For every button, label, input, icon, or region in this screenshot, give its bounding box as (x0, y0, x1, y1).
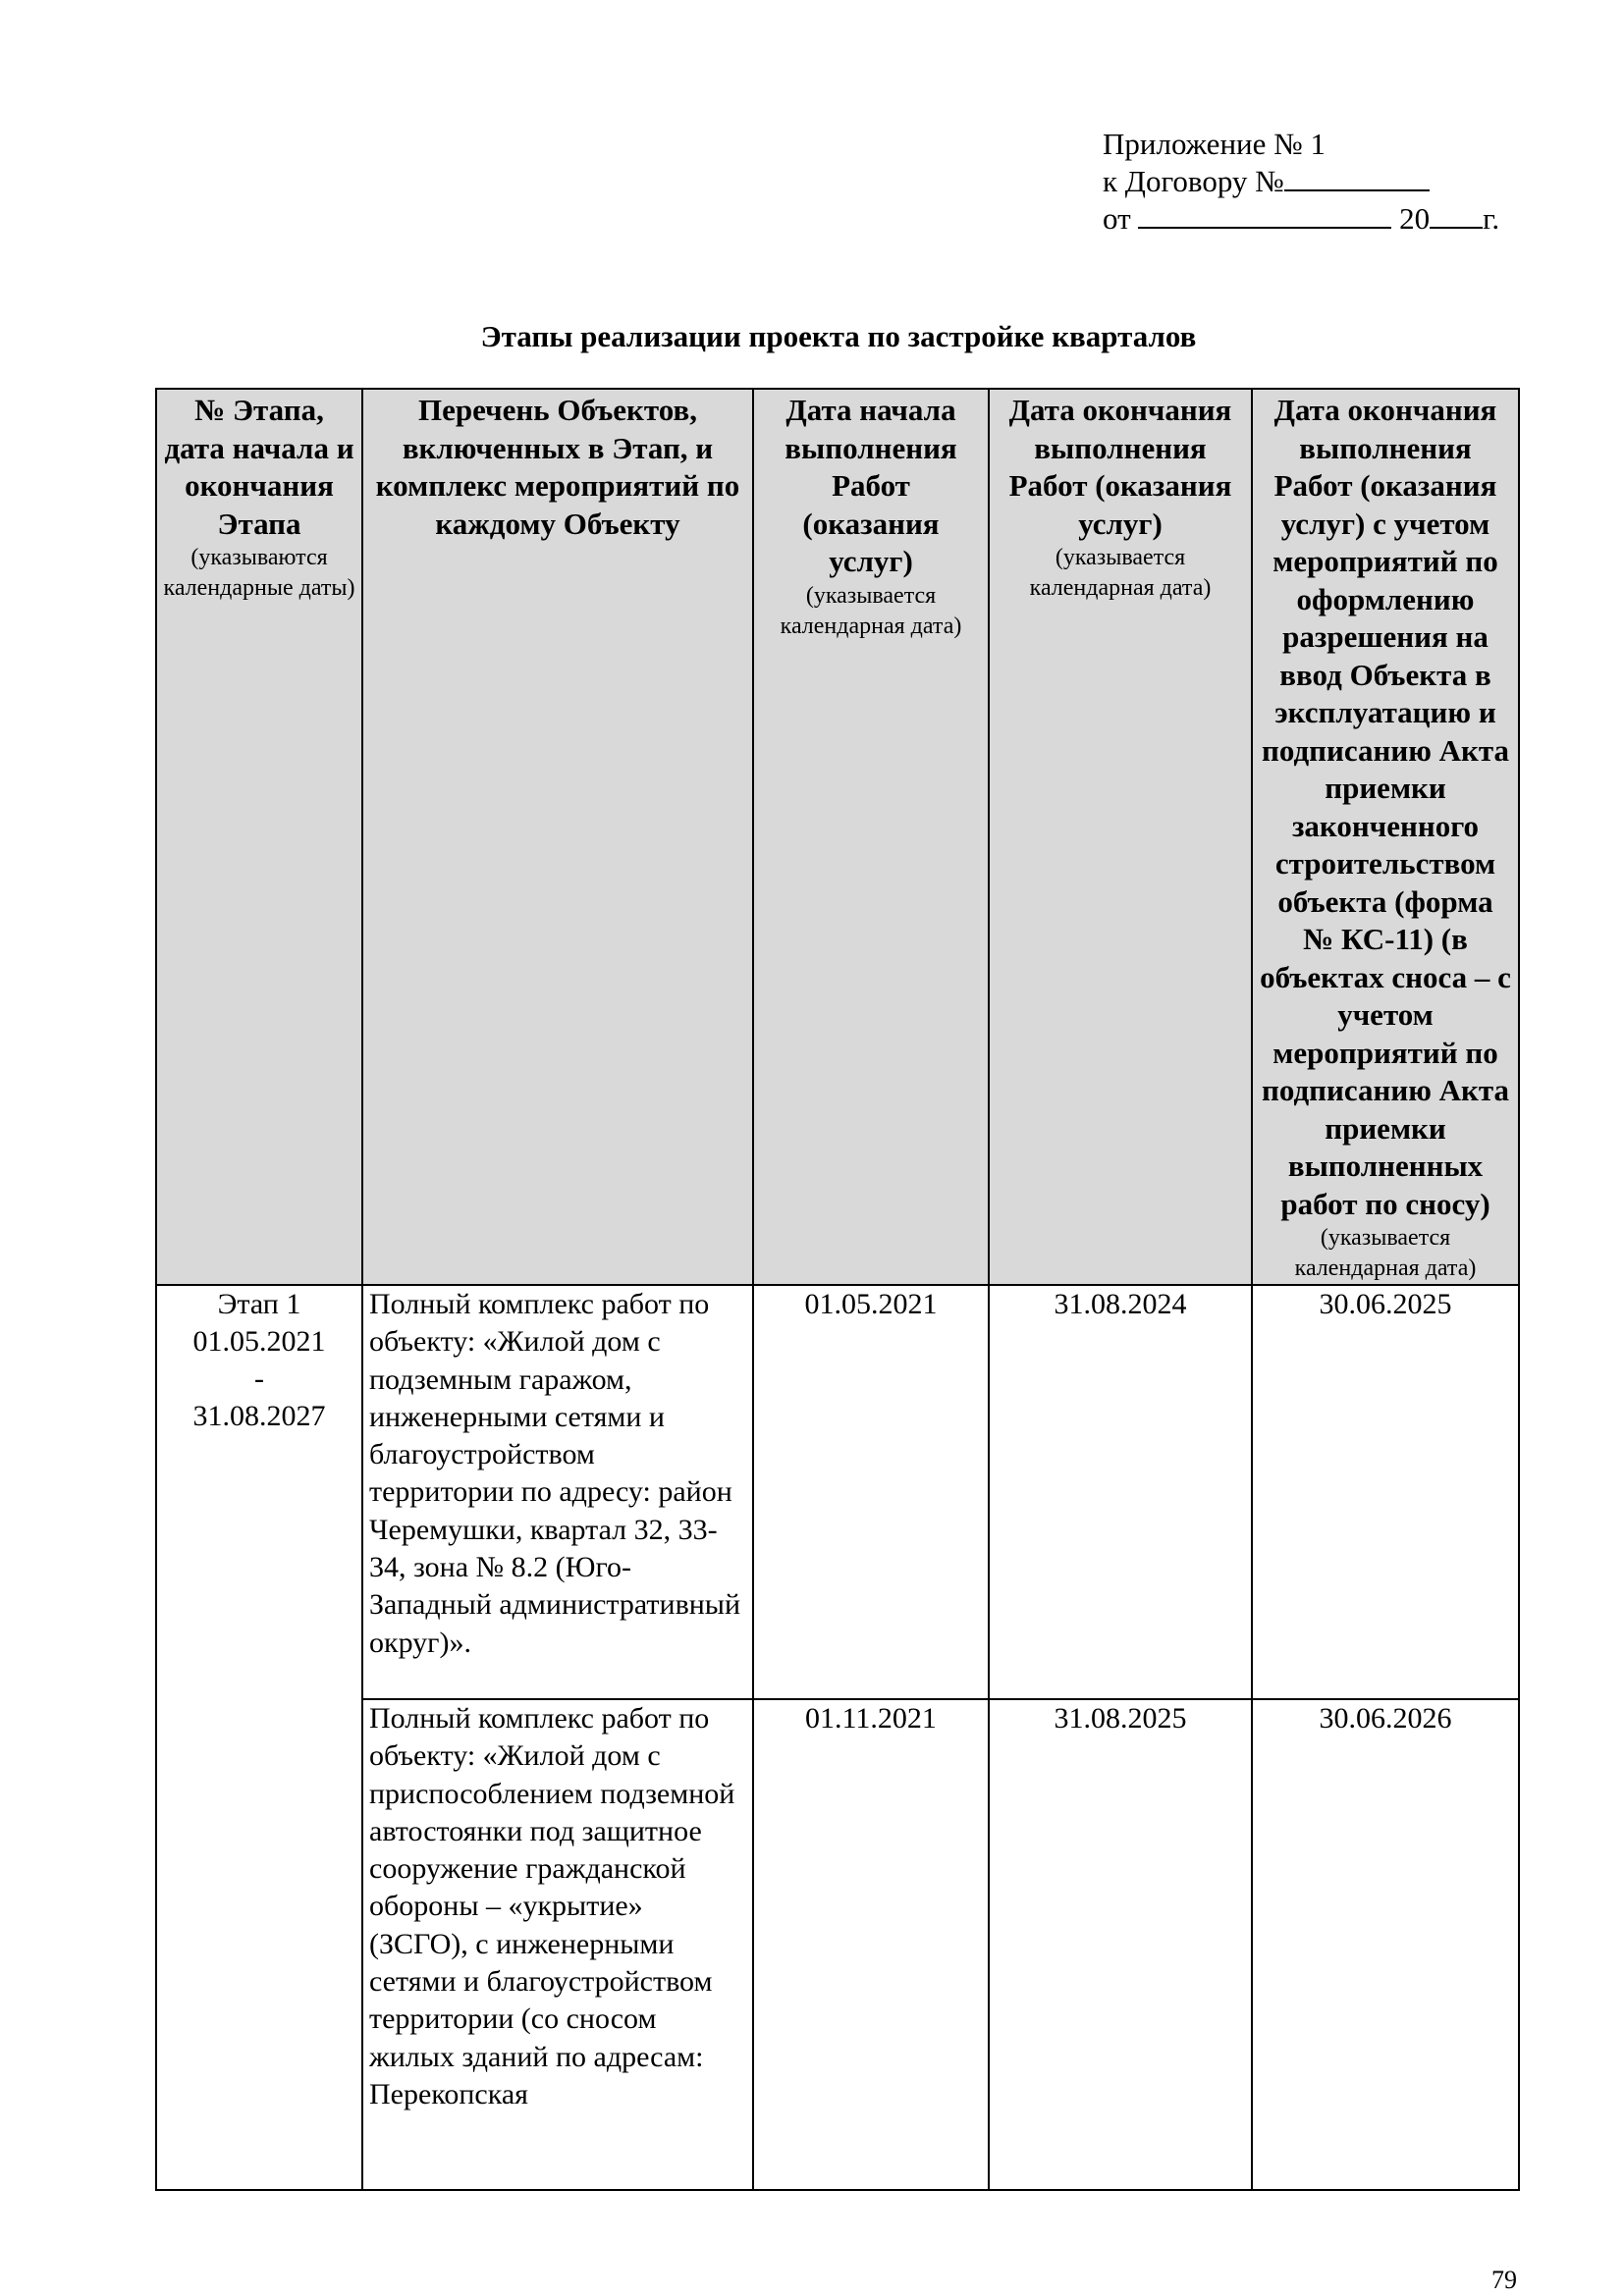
date-from-label: от (1103, 201, 1131, 236)
object-description: Полный комплекс работ по объекту: «Жилой дом с подземным гаражом, инженерными сетями и благоустройством территории по адресу: район Черемушки, квартал 32, 33-34, зона № 8.2 (Юго-Западный административный округ)». (362, 1285, 753, 1699)
stage-start: 01.05.2021 (192, 1325, 326, 1358)
header-stage (156, 389, 362, 1285)
year-suffix: г. (1483, 201, 1500, 236)
stage-end: 31.08.2027 (192, 1400, 326, 1432)
end-date: 31.08.2025 (989, 1699, 1252, 2190)
year-prefix: 20 (1399, 201, 1431, 236)
start-date: 01.11.2021 (753, 1699, 989, 2190)
end-date: 31.08.2024 (989, 1285, 1252, 1699)
appendix-line-2 (1103, 163, 1574, 200)
header-start-date-text: Дата начала выполнения Работ (оказания услуг) (785, 393, 957, 578)
stage-name: Этап 1 (217, 1288, 301, 1320)
header-end-commissioning-text: Дата окончания выполнения Работ (оказания услуг) с учетом мероприятий по оформлению разрешения на ввод Объекта в эксплуатацию и подписанию Акта приемки законченного строительством объекта (форма № КС-11) (в объектах сноса – с учетом мероприятий по подписанию Акта приемки выполненных работ по сносу) (1260, 393, 1511, 1221)
header-objects (362, 389, 753, 1285)
end-commissioning-date: 30.06.2026 (1252, 1699, 1519, 2190)
page-number: 79 (1491, 2266, 1517, 2294)
header-end-commissioning (1252, 389, 1519, 1285)
header-start-date (753, 389, 989, 1285)
header-stage-text: № Этапа, дата начала и окончания Этапа (164, 393, 354, 541)
table-row (156, 1285, 1519, 1699)
date-blank (1138, 203, 1391, 229)
appendix-header (1103, 126, 1574, 238)
appendix-line-3 (1103, 200, 1574, 238)
contract-number-label: к Договору № (1103, 164, 1284, 198)
header-objects-text: Перечень Объектов, включенных в Этап, и комплекс мероприятий по каждому Объекту (375, 393, 740, 541)
header-start-date-note: (указывается календарная дата) (780, 582, 962, 639)
year-blank (1430, 203, 1483, 229)
object-description: Полный комплекс работ по объекту: «Жилой дом с приспособлением подземной автостоянки под защитное сооружение гражданской обороны – «укрытие» (ЗСГО), с инженерными сетями и благоустройством территории (со сносом жилых зданий по адресам: Перекопская (362, 1699, 753, 2190)
header-end-commissioning-note: (указывается календарная дата) (1294, 1225, 1477, 1281)
start-date: 01.05.2021 (753, 1285, 989, 1699)
header-end-date (989, 389, 1252, 1285)
stage-cell (156, 1285, 362, 2190)
document-title: Этапы реализации проекта по застройке кварталов (480, 319, 1197, 353)
stages-table (155, 388, 1520, 2191)
end-commissioning-date: 30.06.2025 (1252, 1285, 1519, 1699)
appendix-line-1: Приложение № 1 (1103, 127, 1326, 161)
stage-separator: - (254, 1362, 264, 1395)
header-end-date-note: (указывается календарная дата) (1029, 545, 1212, 601)
contract-number-blank (1284, 166, 1430, 191)
header-end-date-text: Дата окончания выполнения Работ (оказания услуг) (1008, 393, 1232, 541)
table-header-row (156, 389, 1519, 1285)
header-stage-note: (указываются календарные даты) (163, 545, 355, 601)
